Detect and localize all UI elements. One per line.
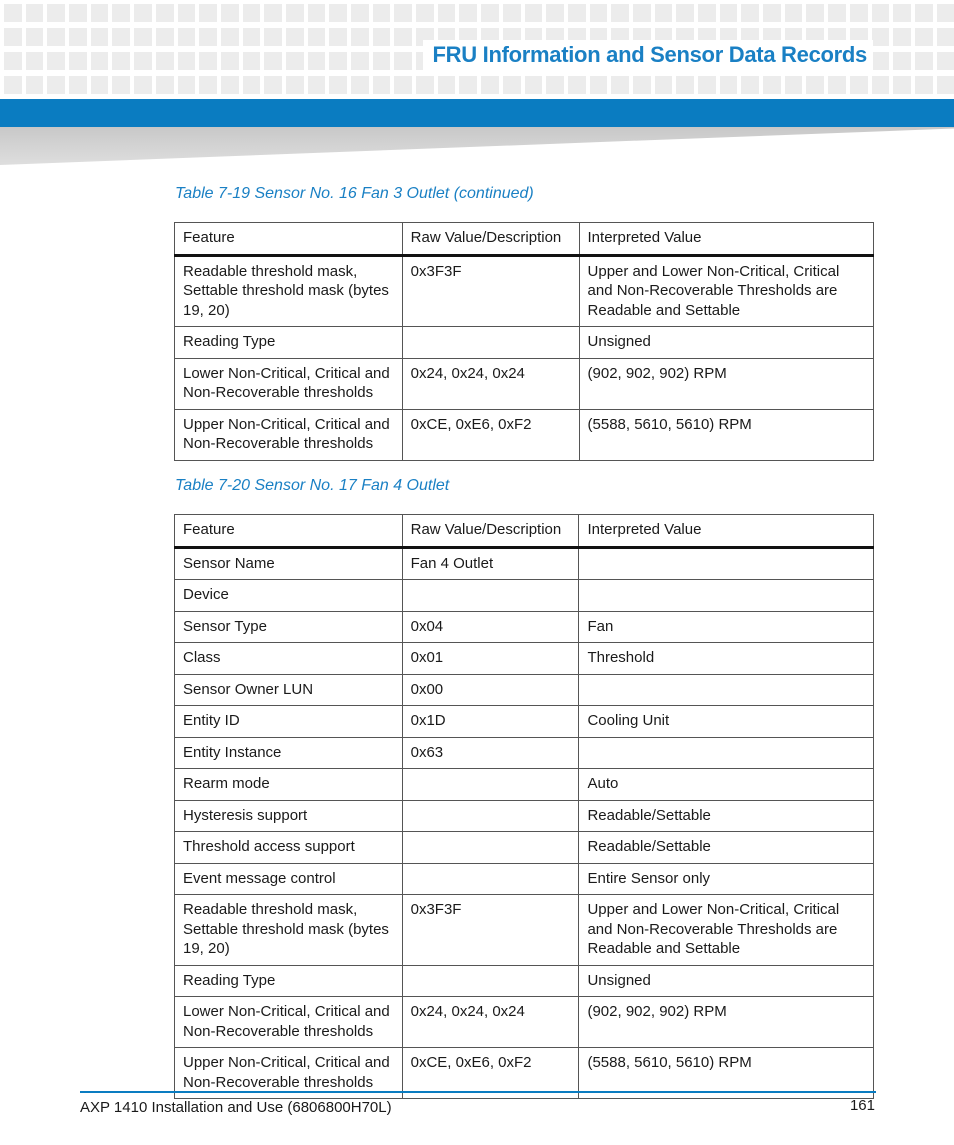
table-row: [175, 327, 874, 359]
header-tile: [655, 76, 673, 94]
column-header: Interpreted Value: [579, 223, 873, 256]
header-tile: [937, 4, 954, 22]
header-tile: [850, 4, 868, 22]
column-header: Interpreted Value: [579, 515, 874, 548]
header-tile: [308, 4, 326, 22]
header-tile: [698, 76, 716, 94]
header-tile: [221, 52, 239, 70]
header-tile: [221, 28, 239, 46]
header-tile: [199, 52, 217, 70]
table-cell: 0x24, 0x24, 0x24: [402, 997, 579, 1048]
header-tile: [481, 4, 499, 22]
table-header-row: [175, 223, 874, 256]
header-tile: [741, 4, 759, 22]
table-cell: Fan: [579, 611, 874, 643]
table-row: [175, 409, 874, 460]
header-tile: [264, 76, 282, 94]
header-tile: [178, 28, 196, 46]
header-tile: [915, 76, 933, 94]
header-tile: [112, 4, 130, 22]
header-tile: [26, 76, 44, 94]
header-tile: [503, 76, 521, 94]
header-tile: [438, 76, 456, 94]
header-tile: [806, 76, 824, 94]
table-cell: [402, 769, 579, 801]
header-tile: [872, 28, 890, 46]
header-tile: [546, 4, 564, 22]
header-tile: [156, 52, 174, 70]
header-tile: [893, 4, 911, 22]
table-row: [175, 580, 874, 612]
table-cell: Rearm mode: [175, 769, 403, 801]
header-tile: [329, 4, 347, 22]
header-tile: [112, 28, 130, 46]
header-tile: [373, 28, 391, 46]
header-tile: [47, 4, 65, 22]
table-cell: Class: [175, 643, 403, 675]
table-cell: 0x04: [402, 611, 579, 643]
table-cell: [402, 863, 579, 895]
header-tile: [308, 76, 326, 94]
table-cell: 0x00: [402, 674, 579, 706]
table-cell: Reading Type: [175, 327, 403, 359]
header-tile: [394, 28, 412, 46]
table-cell: Readable/Settable: [579, 832, 874, 864]
header-tile: [893, 28, 911, 46]
header-tile: [394, 4, 412, 22]
header-tile: [264, 28, 282, 46]
header-tile: [568, 4, 586, 22]
header-tile: [655, 4, 673, 22]
table-cell: Upper and Lower Non-Critical, Critical and Non-Recoverable Thresholds are Readable and Settable: [579, 255, 873, 327]
header-tile: [785, 76, 803, 94]
table-cell: [402, 580, 579, 612]
header-tile: [69, 4, 87, 22]
header-tile: [26, 52, 44, 70]
table-cell: Sensor Type: [175, 611, 403, 643]
header-tile: [4, 28, 22, 46]
header-tile: [91, 4, 109, 22]
column-header: Raw Value/Description: [402, 515, 579, 548]
table-cell: Entity Instance: [175, 737, 403, 769]
column-header: Feature: [175, 223, 403, 256]
header-tile: [893, 52, 911, 70]
header-tile: [373, 52, 391, 70]
header-tile: [47, 52, 65, 70]
header-tile: [503, 4, 521, 22]
header-tile: [199, 4, 217, 22]
header-tile: [112, 52, 130, 70]
header-blue-band: [0, 99, 954, 127]
header-tile: [763, 4, 781, 22]
footer-document-title: AXP 1410 Installation and Use (6806800H70L): [80, 1099, 392, 1116]
header-tile: [199, 28, 217, 46]
table-cell: Auto: [579, 769, 874, 801]
header-tile: [178, 76, 196, 94]
header-tile: [243, 4, 261, 22]
table-cell: (902, 902, 902) RPM: [579, 997, 874, 1048]
column-header: Feature: [175, 515, 403, 548]
table-cell: [402, 832, 579, 864]
header-tile: [720, 4, 738, 22]
table-cell: Lower Non-Critical, Critical and Non-Recoverable thresholds: [175, 358, 403, 409]
table-row: [175, 997, 874, 1048]
table-cell: Lower Non-Critical, Critical and Non-Recoverable thresholds: [175, 997, 403, 1048]
table-cell: Unsigned: [579, 327, 873, 359]
table-cell: Readable/Settable: [579, 800, 874, 832]
table-cell: (5588, 5610, 5610) RPM: [579, 409, 873, 460]
header-tile: [828, 4, 846, 22]
sensor-16-table: [174, 222, 874, 461]
table-row: [175, 863, 874, 895]
header-tile: [937, 28, 954, 46]
column-header: Raw Value/Description: [402, 223, 579, 256]
table-cell: [402, 800, 579, 832]
header-tile: [720, 76, 738, 94]
table-cell: [579, 674, 874, 706]
table-cell: (902, 902, 902) RPM: [579, 358, 873, 409]
table-cell: Upper Non-Critical, Critical and Non-Recoverable thresholds: [175, 409, 403, 460]
header-tile: [872, 76, 890, 94]
header-tile: [568, 76, 586, 94]
table-caption-7-20: Table 7-20 Sensor No. 17 Fan 4 Outlet: [175, 477, 450, 494]
header-tile: [243, 52, 261, 70]
page-header-title: FRU Information and Sensor Data Records: [423, 40, 873, 70]
header-tile: [611, 4, 629, 22]
table-cell: Readable threshold mask, Settable threshold mask (bytes 19, 20): [175, 255, 403, 327]
table-cell: Event message control: [175, 863, 403, 895]
header-tile: [264, 52, 282, 70]
table-cell: 0x1D: [402, 706, 579, 738]
table-row: [175, 832, 874, 864]
table-row: [175, 737, 874, 769]
table-cell: Fan 4 Outlet: [402, 547, 579, 580]
header-tile: [91, 28, 109, 46]
table-cell: Device: [175, 580, 403, 612]
header-tile: [590, 4, 608, 22]
header-tile: [308, 52, 326, 70]
header-tile: [134, 76, 152, 94]
table-cell: 0x3F3F: [402, 255, 579, 327]
header-tile: [828, 76, 846, 94]
header-tile: [243, 28, 261, 46]
table-cell: 0xCE, 0xE6, 0xF2: [402, 409, 579, 460]
table-row: [175, 674, 874, 706]
header-tile: [178, 52, 196, 70]
header-tile: [47, 28, 65, 46]
header-tile: [178, 4, 196, 22]
header-tile: [286, 28, 304, 46]
table-row: [175, 547, 874, 580]
header-tile: [156, 28, 174, 46]
header-tile: [351, 28, 369, 46]
table-cell: 0x63: [402, 737, 579, 769]
table-cell: [579, 547, 874, 580]
table-cell: Entire Sensor only: [579, 863, 874, 895]
header-tile: [373, 76, 391, 94]
table-cell: [402, 965, 579, 997]
header-tile: [134, 28, 152, 46]
header-tile: [611, 76, 629, 94]
header-tile: [872, 52, 890, 70]
header-tile: [286, 52, 304, 70]
table-row: [175, 358, 874, 409]
header-tile: [872, 4, 890, 22]
table-cell: Upper Non-Critical, Critical and Non-Recoverable thresholds: [175, 1048, 403, 1099]
header-tile: [373, 4, 391, 22]
header-tile: [221, 4, 239, 22]
table-cell: [402, 327, 579, 359]
header-tile: [459, 4, 477, 22]
header-tile: [351, 52, 369, 70]
header-tile: [915, 52, 933, 70]
header-tile: [4, 4, 22, 22]
table-caption-7-19: Table 7-19 Sensor No. 16 Fan 3 Outlet (continued): [175, 185, 534, 202]
header-tile: [112, 76, 130, 94]
table-cell: (5588, 5610, 5610) RPM: [579, 1048, 874, 1099]
header-tile: [308, 28, 326, 46]
footer-page-number: 161: [849, 1097, 875, 1114]
header-tile: [351, 4, 369, 22]
table-row: [175, 706, 874, 738]
header-tile: [915, 28, 933, 46]
header-tile: [134, 4, 152, 22]
table-cell: Threshold: [579, 643, 874, 675]
header-tile: [416, 76, 434, 94]
header-tile: [221, 76, 239, 94]
header-tile: [69, 76, 87, 94]
header-tile: [676, 76, 694, 94]
header-tile: [785, 4, 803, 22]
table-row: [175, 769, 874, 801]
header-tile: [394, 52, 412, 70]
header-tile: [590, 76, 608, 94]
header-tile: [91, 76, 109, 94]
table-cell: Hysteresis support: [175, 800, 403, 832]
header-tile: [156, 76, 174, 94]
table-cell: 0x3F3F: [402, 895, 579, 966]
header-tile: [850, 76, 868, 94]
header-tile: [525, 76, 543, 94]
header-tile: [394, 76, 412, 94]
header-tile: [351, 76, 369, 94]
header-tile: [741, 76, 759, 94]
table-row: [175, 800, 874, 832]
table-cell: Sensor Name: [175, 547, 403, 580]
header-tile: [26, 4, 44, 22]
header-tile: [937, 52, 954, 70]
table-cell: [579, 580, 874, 612]
table-row: [175, 895, 874, 966]
header-tile: [937, 76, 954, 94]
table-cell: Entity ID: [175, 706, 403, 738]
header-tile: [546, 76, 564, 94]
header-tile: [91, 52, 109, 70]
header-tile: [481, 76, 499, 94]
header-gray-wedge: [0, 127, 954, 165]
table-row: [175, 255, 874, 327]
header-tile: [329, 28, 347, 46]
table-cell: Threshold access support: [175, 832, 403, 864]
header-tile: [416, 4, 434, 22]
table-row: [175, 965, 874, 997]
header-tile: [915, 4, 933, 22]
header-tile: [698, 4, 716, 22]
header-tile: [264, 4, 282, 22]
header-tile: [26, 28, 44, 46]
header-tile: [4, 52, 22, 70]
header-tile: [286, 4, 304, 22]
table-cell: 0x24, 0x24, 0x24: [402, 358, 579, 409]
table-row: [175, 643, 874, 675]
table-cell: 0x01: [402, 643, 579, 675]
header-tile: [763, 76, 781, 94]
header-tile: [286, 76, 304, 94]
table-cell: Upper and Lower Non-Critical, Critical and Non-Recoverable Thresholds are Readable and Settable: [579, 895, 874, 966]
header-tile: [438, 4, 456, 22]
table-header-row: [175, 515, 874, 548]
header-tile: [329, 76, 347, 94]
table-cell: [579, 737, 874, 769]
header-tile: [243, 76, 261, 94]
header-tile: [69, 52, 87, 70]
header-tile: [69, 28, 87, 46]
header-tile: [633, 4, 651, 22]
table-cell: Sensor Owner LUN: [175, 674, 403, 706]
header-tile: [4, 76, 22, 94]
header-tile: [525, 4, 543, 22]
table-cell: Unsigned: [579, 965, 874, 997]
table-row: [175, 611, 874, 643]
footer-rule: [80, 1091, 876, 1093]
header-tile: [47, 76, 65, 94]
header-tile: [633, 76, 651, 94]
table-cell: Readable threshold mask, Settable threshold mask (bytes 19, 20): [175, 895, 403, 966]
header-tile: [329, 52, 347, 70]
header-tile: [459, 76, 477, 94]
table-cell: Cooling Unit: [579, 706, 874, 738]
table-cell: 0xCE, 0xE6, 0xF2: [402, 1048, 579, 1099]
header-tile: [676, 4, 694, 22]
header-tile: [156, 4, 174, 22]
header-tile: [134, 52, 152, 70]
header-tile: [806, 4, 824, 22]
sensor-17-table: [174, 514, 874, 1099]
header-tile: [199, 76, 217, 94]
header-tile: [893, 76, 911, 94]
table-cell: Reading Type: [175, 965, 403, 997]
